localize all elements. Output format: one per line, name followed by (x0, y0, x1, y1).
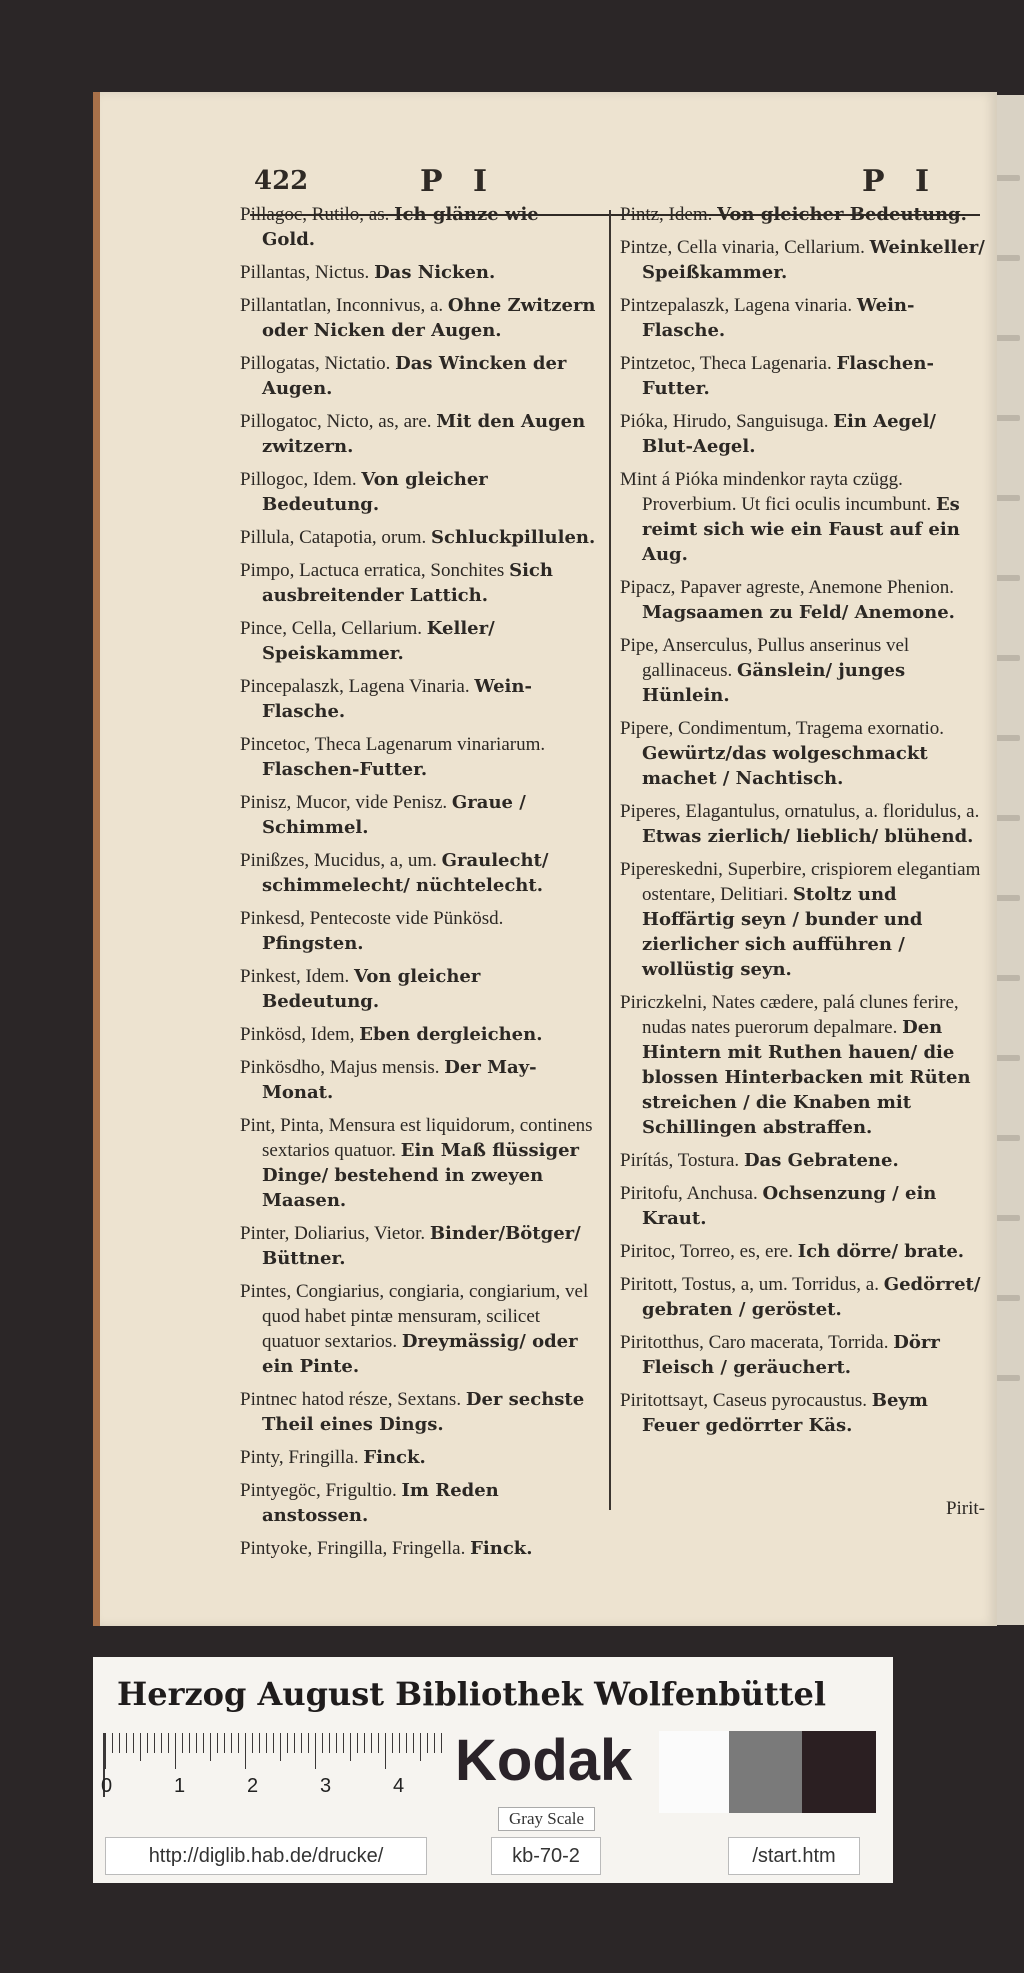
column-divider (609, 210, 611, 1510)
german-text: Ich glänze wie Gold. (262, 204, 539, 250)
dictionary-entry (620, 575, 990, 625)
ruler-tick (315, 1733, 316, 1769)
dictionary-entry (240, 674, 596, 724)
latin-text: Pinty, Fringilla. (240, 1447, 359, 1468)
latin-text: Pipacz, Papaver agreste, Anemone Phenion. (620, 577, 954, 598)
gray-scale-label: Gray Scale (498, 1807, 595, 1831)
german-text: Den Hintern mit Ruthen hauen/ die blossen Hinterbacken mit Rüten streichen / die Knaben mit Schillingen abstraffen. (642, 1017, 971, 1138)
german-text: Das Gebratene. (743, 1150, 899, 1171)
ruler-tick (161, 1733, 162, 1753)
ruler-number: 2 (247, 1775, 259, 1797)
german-text: Wein-Flasche. (642, 295, 915, 341)
ruler-tick (420, 1733, 421, 1761)
german-text: Mit den Augen zwitzern. (262, 411, 586, 457)
ruler-number: 0 (101, 1775, 113, 1797)
latin-text: Pintyegöc, Frigultio. (240, 1480, 397, 1501)
latin-text: Pintzetoc, Theca Lagenaria. (620, 353, 832, 374)
german-text: Ohne Zwitzern oder Nicken der Augen. (262, 295, 596, 341)
dictionary-entry (240, 1055, 596, 1105)
ruler-number: 4 (393, 1775, 405, 1797)
latin-text: Piriczkelni, Nates cædere, palá clunes ferire, nudas nates puerorum depalmare. (620, 992, 959, 1038)
latin-text: Pint, Pinta, Mensura est liquidorum, continens sextarios quatuor. (240, 1115, 593, 1161)
dictionary-entry (240, 616, 596, 666)
ruler-tick (266, 1733, 267, 1753)
ruler-tick (133, 1733, 134, 1753)
german-text: Gewürtz/das wolgeschmackt machet / Nachtisch. (642, 743, 928, 789)
latin-text: Mint á Pióka mindenkor rayta czügg. Proverbium. Ut fici oculis incumbunt. (620, 469, 932, 515)
ruler-tick (406, 1733, 407, 1753)
german-text: Ich dörre/ brate. (797, 1241, 965, 1262)
ruler-tick (217, 1733, 218, 1753)
ruler-tick (371, 1733, 372, 1753)
ruler-number: 1 (174, 1775, 186, 1797)
dictionary-entry (240, 1113, 596, 1213)
latin-text: Pincetoc, Theca Lagenarum vinariarum. (240, 734, 546, 755)
dictionary-entry (620, 633, 990, 708)
black-swatch (802, 1731, 876, 1813)
ruler-tick (441, 1733, 442, 1753)
german-text: Stoltz und Hoffärtig seyn / bunder und zierlicher sich aufführen / wollüstig seyn. (642, 884, 923, 980)
latin-text: Pióka, Hirudo, Sanguisuga. (620, 411, 829, 432)
dictionary-entry (240, 906, 596, 956)
dictionary-entry (620, 409, 990, 459)
latin-text: Pintzepalaszk, Lagena vinaria. (620, 295, 853, 316)
german-text: Ein Aegel/ Blut-Aegel. (642, 411, 936, 457)
ruler-tick (182, 1733, 183, 1753)
latin-text: Pinisz, Mucor, vide Penisz. (240, 792, 448, 813)
german-text: Das Nicken. (374, 262, 496, 283)
ruler-tick (273, 1733, 274, 1753)
german-text: Magsaamen zu Feld/ Anemone. (642, 602, 955, 623)
german-text: Schluckpillulen. (431, 527, 596, 548)
german-text: Das Wincken der Augen. (262, 353, 567, 399)
kodak-logo: Kodak (455, 1728, 633, 1793)
german-text: Der May-Monat. (262, 1057, 537, 1103)
latin-text: Pintz, Idem. (620, 204, 713, 225)
dictionary-entry (240, 1279, 596, 1379)
library-target-card (93, 1657, 893, 1883)
dictionary-entry (620, 857, 990, 982)
german-text: Im Reden anstossen. (262, 1480, 499, 1526)
ruler-tick (357, 1733, 358, 1753)
dictionary-entry (240, 558, 596, 608)
ruler-tick (203, 1733, 204, 1753)
latin-text: Pillula, Catapotia, orum. (240, 527, 427, 548)
german-text: Gedörret/ gebraten / geröstet. (642, 1274, 981, 1320)
dictionary-entry (620, 990, 990, 1140)
ruler-tick (189, 1733, 190, 1753)
ruler-tick (392, 1733, 393, 1753)
german-text: Ein Maß flüssiger Dinge/ bestehend in zweyen Maasen. (262, 1140, 580, 1211)
ruler-tick (231, 1733, 232, 1753)
german-text: Flaschen-Futter. (642, 353, 934, 399)
latin-text: Pintyoke, Fringilla, Fringella. (240, 1538, 466, 1559)
ruler-tick (252, 1733, 253, 1753)
library-name: Herzog August Bibliothek Wolfenbüttel (117, 1675, 827, 1713)
dictionary-entry (240, 848, 596, 898)
latin-text: Pipere, Condimentum, Tragema exornatio. (620, 718, 945, 739)
german-text: Finck. (470, 1538, 533, 1559)
ruler-tick (168, 1733, 169, 1753)
ruler-tick (434, 1733, 435, 1753)
ruler-tick (294, 1733, 295, 1753)
dictionary-entry (240, 1022, 596, 1047)
ruler-tick (154, 1733, 155, 1753)
german-text: Wein-Flasche. (262, 676, 532, 722)
running-head-left: P I (420, 164, 498, 199)
ruler-tick (427, 1733, 428, 1753)
german-text: Finck. (363, 1447, 426, 1468)
ruler-tick (329, 1733, 330, 1753)
german-text: Binder/Bötger/ Büttner. (262, 1223, 581, 1269)
german-text: Eben dergleichen. (359, 1024, 543, 1045)
german-text: Es reimt sich wie ein Faust auf ein Aug. (642, 494, 960, 565)
ruler-tick (126, 1733, 127, 1753)
german-text: Von gleicher Bedeutung. (262, 966, 481, 1012)
german-text: Gänslein/ junges Hünlein. (642, 660, 906, 706)
dictionary-entry (240, 351, 596, 401)
latin-text: Pinkest, Idem. (240, 966, 350, 987)
dictionary-entry (620, 1148, 990, 1173)
german-text: Graulecht/ schimmelecht/ nüchtelecht. (262, 850, 549, 896)
white-swatch (659, 1731, 729, 1813)
ruler-tick (105, 1733, 106, 1769)
ruler-number: 3 (320, 1775, 332, 1797)
ruler-tick (196, 1733, 197, 1753)
dictionary-entry (240, 467, 596, 517)
ruler-tick (350, 1733, 351, 1761)
ruler-tick (147, 1733, 148, 1753)
gray-swatch (729, 1731, 802, 1813)
latin-text: Pinkesd, Pentecoste vide Pünkösd. (240, 908, 504, 929)
ruler-tick (378, 1733, 379, 1753)
latin-text: Pintnec hatod része, Sextans. (240, 1389, 462, 1410)
latin-text: Pintze, Cella vinaria, Cellarium. (620, 237, 865, 258)
dictionary-entry (240, 293, 596, 343)
book-page (93, 92, 997, 1626)
german-text: Weinkeller/ Speißkammer. (642, 237, 985, 283)
latin-text: Pinkösd, Idem, (240, 1024, 355, 1045)
ruler-tick (336, 1733, 337, 1753)
dictionary-entry (620, 716, 990, 791)
german-text: Von gleicher Bedeutung. (717, 204, 967, 225)
shelfmark: kb-70-2 (491, 1837, 601, 1875)
dictionary-entry (620, 1239, 990, 1264)
latin-text: Pillantatlan, Inconnivus, a. (240, 295, 444, 316)
german-text: Sich ausbreitender Lattich. (262, 560, 553, 606)
ruler-tick (245, 1733, 246, 1769)
dictionary-entry (620, 1388, 990, 1438)
latin-text: Pinkösdho, Majus mensis. (240, 1057, 440, 1078)
latin-text: Piritott, Tostus, a, um. Torridus, a. (620, 1274, 879, 1295)
ruler-tick (280, 1733, 281, 1761)
dictionary-entry (620, 799, 990, 849)
ruler-tick (112, 1733, 113, 1753)
ruler-tick (385, 1733, 386, 1769)
german-text: Der sechste Theil eines Dings. (262, 1389, 585, 1435)
dictionary-entry (240, 525, 596, 550)
latin-text: Piritotthus, Caro macerata, Torrida. (620, 1332, 889, 1353)
ruler-tick (259, 1733, 260, 1753)
german-text: Dreymässig/ oder ein Pinte. (262, 1331, 578, 1377)
dictionary-entry (240, 732, 596, 782)
dictionary-entry (620, 202, 990, 227)
page-number: 422 (254, 166, 309, 196)
dictionary-entry (620, 1330, 990, 1380)
latin-text: Pinter, Doliarius, Vietor. (240, 1223, 426, 1244)
dictionary-entry (240, 260, 596, 285)
german-text: Graue / Schimmel. (262, 792, 526, 838)
digital-library-url: http://diglib.hab.de/drucke/ (105, 1837, 427, 1875)
ruler-tick (301, 1733, 302, 1753)
dictionary-entry (240, 964, 596, 1014)
latin-text: Pipereskedni, Superbire, crispiorem elegantiam ostentare, Delitiari. (620, 859, 981, 905)
latin-text: Piritottsayt, Caseus pyrocaustus. (620, 1390, 867, 1411)
ruler-tick (399, 1733, 400, 1753)
right-column (620, 202, 990, 1446)
latin-text: Pillantas, Nictus. (240, 262, 370, 283)
latin-text: Pirítás, Tostura. (620, 1150, 740, 1171)
latin-text: Piritofu, Anchusa. (620, 1183, 758, 1204)
latin-text: Pipe, Anserculus, Pullus anserinus vel gallinaceus. (620, 635, 910, 681)
latin-text: Pillagoc, Rutilo, as. (240, 204, 390, 225)
latin-text: Pincepalaszk, Lagena Vinaria. (240, 676, 470, 697)
latin-text: Pillogatas, Nictatio. (240, 353, 391, 374)
latin-text: Pince, Cella, Cellarium. (240, 618, 423, 639)
dictionary-entry (620, 293, 990, 343)
dictionary-entry (240, 202, 596, 252)
ruler-tick (413, 1733, 414, 1753)
ruler-tick (210, 1733, 211, 1761)
left-column (240, 202, 596, 1569)
dictionary-entry (620, 235, 990, 285)
ruler-tick (343, 1733, 344, 1753)
latin-text: Pinißzes, Mucidus, a, um. (240, 850, 437, 871)
dictionary-entry (620, 467, 990, 567)
ruler-tick (322, 1733, 323, 1753)
german-text: Dörr Fleisch / geräuchert. (642, 1332, 940, 1378)
ruler-tick (238, 1733, 239, 1753)
ruler-tick (308, 1733, 309, 1753)
dictionary-entry (240, 1221, 596, 1271)
ruler-tick (175, 1733, 176, 1769)
start-page: /start.htm (728, 1837, 860, 1875)
dictionary-entry (620, 351, 990, 401)
dictionary-entry (240, 1387, 596, 1437)
german-text: Beym Feuer gedörrter Käs. (642, 1390, 928, 1436)
scale-ruler (103, 1733, 445, 1797)
latin-text: Pintes, Congiarius, congiaria, congiarium, vel quod habet pintæ mensuram, scilicet quatuor sextarios. (240, 1281, 589, 1352)
dictionary-entry (240, 1478, 596, 1528)
latin-text: Piritoc, Torreo, es, ere. (620, 1241, 793, 1262)
latin-text: Pillogatoc, Nicto, as, are. (240, 411, 432, 432)
running-head-right: P I (862, 164, 940, 199)
dictionary-entry (240, 790, 596, 840)
ruler-tick (224, 1733, 225, 1753)
german-text: Flaschen-Futter. (262, 759, 428, 780)
catchword: Pirit- (945, 1498, 985, 1519)
german-text: Etwas zierlich/ lieblich/ blühend. (642, 826, 974, 847)
ruler-tick (364, 1733, 365, 1753)
dictionary-entry (620, 1272, 990, 1322)
ruler-tick (140, 1733, 141, 1761)
german-text: Von gleicher Bedeutung. (262, 469, 488, 515)
german-text: Pfingsten. (262, 933, 364, 954)
latin-text: Piperes, Elagantulus, ornatulus, a. floridulus, a. (620, 801, 980, 822)
dictionary-entry (240, 409, 596, 459)
german-text: Keller/ Speiskammer. (262, 618, 495, 664)
ruler-tick (287, 1733, 288, 1753)
latin-text: Pimpo, Lactuca erratica, Sonchites (240, 560, 505, 581)
german-text: Ochsenzung / ein Kraut. (642, 1183, 937, 1229)
dictionary-entry (240, 1445, 596, 1470)
dictionary-entry (240, 1536, 596, 1561)
dictionary-entry (620, 1181, 990, 1231)
ruler-tick (119, 1733, 120, 1753)
latin-text: Pillogoc, Idem. (240, 469, 357, 490)
